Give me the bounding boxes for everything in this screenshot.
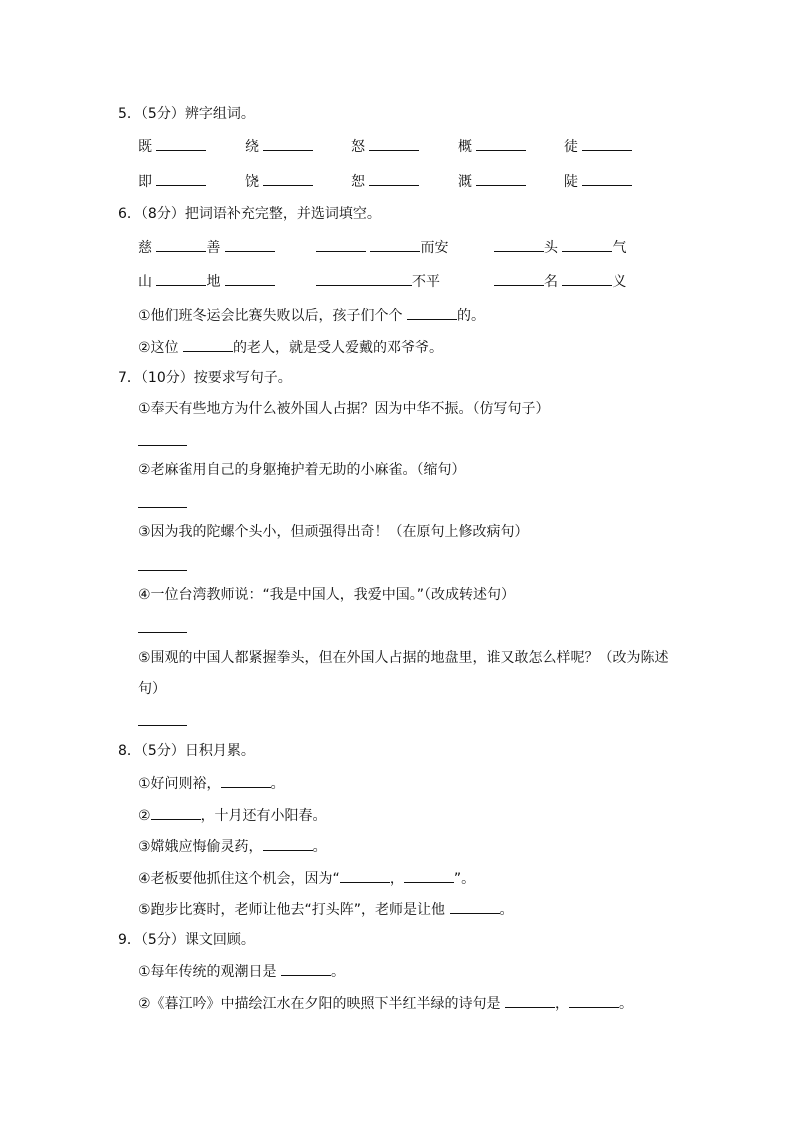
q8-fill-blank[interactable] <box>151 806 201 820</box>
q7-item-2: ②老麻雀用自己的身躯掩护着无助的小麻雀。（缩句） <box>138 462 466 478</box>
question-5-heading: 5．（5分）辨字组词。 <box>118 106 255 122</box>
q5-char: 饶 <box>245 172 313 191</box>
q6-sentence-1: ①他们班冬运会比赛失败以后，孩子们个个 的。 <box>138 308 486 324</box>
q7-answer-line[interactable] <box>138 570 187 571</box>
q5-blank[interactable] <box>582 172 632 186</box>
q6-blank[interactable] <box>225 272 275 286</box>
q6-idiom: 山 地 <box>138 272 275 291</box>
q8-item-3: ③嫦娥应悔偷灵药， 。 <box>138 839 327 855</box>
q7-item-5: ⑤围观的中国人都紧握拳头，但在外国人占据的地盘里，谁又敢怎么样呢？（改为陈述 <box>138 650 669 666</box>
q7-answer-line[interactable] <box>138 632 187 633</box>
q6-fill-blank[interactable] <box>407 306 457 320</box>
q8-item-4: ④老板要他抓住这个机会，因为“ ， ”。 <box>138 871 476 887</box>
q6-fill-blank[interactable] <box>183 338 233 352</box>
q5-char: 徒 <box>564 137 632 156</box>
q6-blank[interactable] <box>562 238 612 252</box>
q5-char: 既 <box>138 137 206 156</box>
q8-item-1: ①好问则裕， 。 <box>138 776 285 792</box>
q5-char: 绕 <box>245 137 313 156</box>
q7-answer-line[interactable] <box>138 507 187 508</box>
q6-blank[interactable] <box>316 238 366 252</box>
q5-char: 陡 <box>564 172 632 191</box>
q6-idiom: 头 气 <box>494 238 626 257</box>
q5-blank[interactable] <box>476 172 526 186</box>
q5-char: 即 <box>138 172 206 191</box>
q6-blank[interactable] <box>156 238 206 252</box>
q5-blank[interactable] <box>156 137 206 151</box>
question-9-heading: 9．（5分）课文回顾。 <box>118 932 255 948</box>
q5-blank[interactable] <box>263 137 313 151</box>
question-8-heading: 8．（5分）日积月累。 <box>118 743 255 759</box>
q8-item-2: ② ，十月还有小阳春。 <box>138 808 327 824</box>
q5-char: 概 <box>458 137 526 156</box>
q6-blank[interactable] <box>316 272 412 286</box>
q6-idiom: 慈 善 <box>138 238 275 257</box>
q8-fill-blank[interactable] <box>404 869 454 883</box>
q6-sentence-2: ②这位 的老人，就是受人爱戴的邓爷爷。 <box>138 340 444 356</box>
q7-item-1: ①奉天有些地方为什么被外国人占据？因为中华不振。（仿写句子） <box>138 401 550 417</box>
q8-fill-blank[interactable] <box>450 900 500 914</box>
q5-char: 恕 <box>351 172 419 191</box>
q6-idiom: 而安 <box>316 238 448 257</box>
q6-blank[interactable] <box>562 272 612 286</box>
q7-item-4: ④一位台湾教师说：“我是中国人，我爱中国。”（改成转述句） <box>138 587 516 603</box>
q5-blank[interactable] <box>263 172 313 186</box>
q8-fill-blank[interactable] <box>340 869 390 883</box>
q7-answer-line[interactable] <box>138 725 187 726</box>
q6-blank[interactable] <box>156 272 206 286</box>
q6-idiom: 不平 <box>316 272 440 291</box>
question-7-heading: 7．（10分）按要求写句子。 <box>118 370 292 386</box>
q5-blank[interactable] <box>582 137 632 151</box>
q8-fill-blank[interactable] <box>263 837 313 851</box>
q9-fill-blank[interactable] <box>569 994 619 1008</box>
q9-item-1: ①每年传统的观潮日是 。 <box>138 964 346 980</box>
q5-char: 溉 <box>458 172 526 191</box>
q5-blank[interactable] <box>156 172 206 186</box>
q8-item-5: ⑤跑步比赛时，老师让他去“打头阵”，老师是让他 。 <box>138 902 514 918</box>
q7-item-3: ③因为我的陀螺个头小，但顽强得出奇！（在原句上修改病句） <box>138 524 529 540</box>
q6-blank[interactable] <box>494 238 544 252</box>
q7-answer-line[interactable] <box>138 445 187 446</box>
q9-item-2: ②《暮江吟》中描绘江水在夕阳的映照下半红半绿的诗句是 ， 。 <box>138 996 634 1012</box>
q7-item-5-cont: 句） <box>138 681 166 697</box>
q9-fill-blank[interactable] <box>281 962 331 976</box>
q6-blank[interactable] <box>370 238 420 252</box>
q5-blank[interactable] <box>369 137 419 151</box>
q5-blank[interactable] <box>476 137 526 151</box>
q8-fill-blank[interactable] <box>221 774 271 788</box>
q6-idiom: 名 义 <box>494 272 626 291</box>
q5-blank[interactable] <box>369 172 419 186</box>
q5-char: 怒 <box>351 137 419 156</box>
q6-blank[interactable] <box>494 272 544 286</box>
q6-blank[interactable] <box>225 238 275 252</box>
question-6-heading: 6．（8分）把词语补充完整，并选词填空。 <box>118 206 381 222</box>
q9-fill-blank[interactable] <box>505 994 555 1008</box>
